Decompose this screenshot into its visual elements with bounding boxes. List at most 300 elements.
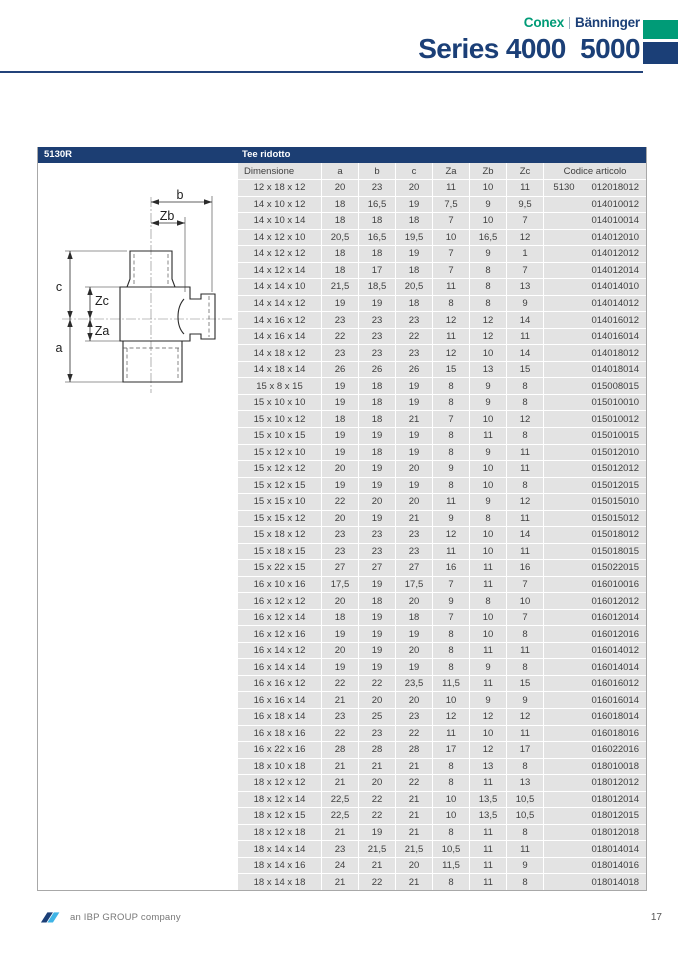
za-cell: 7 [433, 610, 469, 626]
a-cell: 19 [322, 478, 358, 494]
code-value: 018012018 [591, 826, 639, 838]
b-cell: 23 [359, 726, 395, 742]
dimension-cell: 14 x 12 x 14 [238, 263, 321, 279]
code-cell [544, 527, 646, 543]
dimension-cell: 16 x 18 x 14 [238, 709, 321, 725]
dimension-cell: 15 x 10 x 15 [238, 428, 321, 444]
dimension-cell: 18 x 12 x 14 [238, 792, 321, 808]
dimension-cell: 15 x 18 x 15 [238, 544, 321, 560]
tee-fitting-drawing [38, 175, 238, 405]
header-rule [0, 71, 643, 73]
a-cell: 23 [322, 841, 358, 857]
a-cell: 26 [322, 362, 358, 378]
c-cell: 28 [396, 742, 432, 758]
table-row [238, 197, 646, 213]
table-row [238, 312, 646, 328]
b-cell: 22 [359, 792, 395, 808]
c-cell: 19 [396, 626, 432, 642]
code-cell [544, 808, 646, 824]
c-cell: 23 [396, 312, 432, 328]
zc-cell: 11 [507, 841, 543, 857]
zc-cell: 12 [507, 411, 543, 427]
c-cell: 21 [396, 825, 432, 841]
code-value: 015008015 [591, 380, 639, 392]
c-cell: 20 [396, 461, 432, 477]
b-cell: 21 [359, 759, 395, 775]
c-cell: 20 [396, 643, 432, 659]
zc-cell: 11 [507, 726, 543, 742]
table-row [238, 494, 646, 510]
a-cell: 18 [322, 213, 358, 229]
zb-cell: 12 [470, 329, 506, 345]
code-cell [544, 494, 646, 510]
zb-cell: 10 [470, 213, 506, 229]
table-row [238, 428, 646, 444]
code-cell [544, 411, 646, 427]
zc-cell: 12 [507, 494, 543, 510]
a-cell: 23 [322, 527, 358, 543]
zc-cell: 8 [507, 626, 543, 642]
dimension-cell: 12 x 18 x 12 [238, 180, 321, 196]
code-cell [544, 626, 646, 642]
c-cell: 22 [396, 329, 432, 345]
code-value: 015015012 [591, 512, 639, 524]
a-cell: 21 [322, 775, 358, 791]
b-cell: 18 [359, 213, 395, 229]
code-cell [544, 726, 646, 742]
product-code: 5130R [44, 149, 72, 160]
code-cell [544, 478, 646, 494]
zc-cell: 12 [507, 230, 543, 246]
code-value: 015012012 [591, 463, 639, 475]
b-cell: 19 [359, 296, 395, 312]
b-cell: 20 [359, 692, 395, 708]
code-cell [544, 759, 646, 775]
table-row [238, 362, 646, 378]
c-cell: 20 [396, 593, 432, 609]
za-cell: 11 [433, 726, 469, 742]
code-value: 014018012 [591, 347, 639, 359]
zc-cell: 8 [507, 659, 543, 675]
code-value: 016012012 [591, 595, 639, 607]
a-cell: 19 [322, 296, 358, 312]
za-cell: 12 [433, 709, 469, 725]
dimension-cell: 16 x 16 x 14 [238, 692, 321, 708]
za-cell: 8 [433, 478, 469, 494]
code-value: 018014018 [591, 876, 639, 888]
code-value: 015012010 [591, 446, 639, 458]
code-value: 016016012 [591, 678, 639, 690]
table-row [238, 395, 646, 411]
code-value: 016012014 [591, 612, 639, 624]
table-row [238, 279, 646, 295]
zb-cell: 9 [470, 378, 506, 394]
code-value: 016018016 [591, 727, 639, 739]
code-value: 015010010 [591, 397, 639, 409]
zc-cell: 9 [507, 692, 543, 708]
code-cell [544, 213, 646, 229]
table-row [238, 643, 646, 659]
b-cell: 16,5 [359, 230, 395, 246]
za-cell: 11,5 [433, 676, 469, 692]
c-cell: 19 [396, 378, 432, 394]
table-row [238, 858, 646, 874]
c-cell: 22 [396, 775, 432, 791]
code-cell [544, 874, 646, 890]
c-cell: 19,5 [396, 230, 432, 246]
dimension-cell: 15 x 15 x 10 [238, 494, 321, 510]
b-cell: 22 [359, 808, 395, 824]
za-cell: 7 [433, 263, 469, 279]
dimension-cell: 16 x 18 x 16 [238, 726, 321, 742]
zc-cell: 8 [507, 478, 543, 494]
dimension-cell: 15 x 12 x 12 [238, 461, 321, 477]
table-row [238, 213, 646, 229]
zb-cell: 9 [470, 445, 506, 461]
zb-cell: 11 [470, 874, 506, 890]
dimension-cell: 16 x 10 x 16 [238, 577, 321, 593]
a-cell: 21 [322, 874, 358, 890]
za-cell: 10,5 [433, 841, 469, 857]
dimension-cell: 18 x 14 x 16 [238, 858, 321, 874]
dimension-cell: 18 x 12 x 18 [238, 825, 321, 841]
b-cell: 19 [359, 478, 395, 494]
table-row [238, 378, 646, 394]
b-cell: 19 [359, 825, 395, 841]
zc-cell: 11 [507, 180, 543, 196]
section-title-bar [38, 147, 646, 163]
code-cell [544, 445, 646, 461]
b-cell: 27 [359, 560, 395, 576]
zb-cell: 10 [470, 544, 506, 560]
zb-cell: 11 [470, 825, 506, 841]
zc-cell: 7 [507, 577, 543, 593]
b-cell: 20 [359, 775, 395, 791]
code-value: 015015010 [591, 496, 639, 508]
za-cell: 8 [433, 659, 469, 675]
code-cell [544, 329, 646, 345]
za-cell: 12 [433, 527, 469, 543]
zb-cell: 11 [470, 643, 506, 659]
c-cell: 20 [396, 858, 432, 874]
a-cell: 21,5 [322, 279, 358, 295]
b-cell: 23 [359, 329, 395, 345]
dimension-cell: 14 x 10 x 14 [238, 213, 321, 229]
code-cell [544, 362, 646, 378]
code-cell [544, 378, 646, 394]
za-cell: 9 [433, 593, 469, 609]
b-cell: 22 [359, 874, 395, 890]
a-cell: 21 [322, 825, 358, 841]
zb-cell: 11 [470, 841, 506, 857]
a-cell: 19 [322, 659, 358, 675]
za-cell: 8 [433, 626, 469, 642]
code-value: 014012012 [591, 248, 639, 260]
za-cell: 8 [433, 395, 469, 411]
za-cell: 11,5 [433, 858, 469, 874]
zb-cell: 10 [470, 345, 506, 361]
b-cell: 21,5 [359, 841, 395, 857]
zc-cell: 14 [507, 312, 543, 328]
table-row [238, 610, 646, 626]
code-value: 014010014 [591, 215, 639, 227]
zb-cell: 10 [470, 527, 506, 543]
zc-cell: 10,5 [507, 792, 543, 808]
table-row [238, 692, 646, 708]
zb-cell: 8 [470, 296, 506, 312]
za-cell: 7 [433, 577, 469, 593]
ibp-logo-icon [40, 910, 64, 924]
za-cell: 16 [433, 560, 469, 576]
za-cell: 8 [433, 428, 469, 444]
b-cell: 19 [359, 428, 395, 444]
code-value: 016012016 [591, 628, 639, 640]
za-cell: 7 [433, 213, 469, 229]
dimension-cell: 14 x 10 x 12 [238, 197, 321, 213]
code-cell [544, 428, 646, 444]
za-cell: 8 [433, 825, 469, 841]
dimension-cell: 16 x 14 x 14 [238, 659, 321, 675]
dim-label-a: a [55, 341, 63, 355]
za-cell: 8 [433, 296, 469, 312]
code-value: 018012012 [591, 777, 639, 789]
code-cell [544, 345, 646, 361]
b-cell: 19 [359, 577, 395, 593]
c-cell: 21,5 [396, 841, 432, 857]
a-cell: 18 [322, 263, 358, 279]
c-cell: 17,5 [396, 577, 432, 593]
code-cell [544, 544, 646, 560]
zc-cell: 8 [507, 874, 543, 890]
b-cell: 18 [359, 395, 395, 411]
dimension-cell: 18 x 14 x 18 [238, 874, 321, 890]
table-row [238, 593, 646, 609]
a-cell: 19 [322, 378, 358, 394]
zc-cell: 14 [507, 527, 543, 543]
dimension-cell: 15 x 8 x 15 [238, 378, 321, 394]
zc-cell: 12 [507, 709, 543, 725]
a-cell: 19 [322, 445, 358, 461]
zc-cell: 9 [507, 296, 543, 312]
col-header-zb: Zb [470, 163, 506, 179]
zc-cell: 8 [507, 428, 543, 444]
code-value: 018014016 [591, 860, 639, 872]
zc-cell: 15 [507, 676, 543, 692]
zc-cell: 10,5 [507, 808, 543, 824]
zb-cell: 13 [470, 362, 506, 378]
navy-corner-block [643, 42, 678, 64]
code-value: 014016014 [591, 331, 639, 343]
b-cell: 19 [359, 511, 395, 527]
table-row [238, 230, 646, 246]
c-cell: 18 [396, 610, 432, 626]
code-cell [544, 246, 646, 262]
a-cell: 20 [322, 593, 358, 609]
brand-divider [569, 17, 570, 29]
c-cell: 19 [396, 445, 432, 461]
company-line: an IBP GROUP company [70, 911, 181, 923]
table-row [238, 577, 646, 593]
code-cell [544, 279, 646, 295]
dimension-cell: 15 x 10 x 10 [238, 395, 321, 411]
zb-cell: 9 [470, 246, 506, 262]
code-value: 018010018 [591, 760, 639, 772]
table-row [238, 560, 646, 576]
code-cell [544, 825, 646, 841]
c-cell: 20 [396, 494, 432, 510]
a-cell: 20 [322, 461, 358, 477]
a-cell: 19 [322, 395, 358, 411]
za-cell: 11 [433, 180, 469, 196]
b-cell: 19 [359, 610, 395, 626]
b-cell: 23 [359, 345, 395, 361]
page-footer [40, 908, 662, 926]
table-row [238, 180, 646, 196]
dimension-cell: 15 x 15 x 12 [238, 511, 321, 527]
table-row [238, 263, 646, 279]
zb-cell: 8 [470, 263, 506, 279]
c-cell: 19 [396, 659, 432, 675]
za-cell: 8 [433, 643, 469, 659]
code-value: 016010016 [591, 579, 639, 591]
b-cell: 18 [359, 246, 395, 262]
b-cell: 28 [359, 742, 395, 758]
dimension-cell: 18 x 12 x 12 [238, 775, 321, 791]
zb-cell: 11 [470, 676, 506, 692]
zc-cell: 14 [507, 345, 543, 361]
zc-cell: 9,5 [507, 197, 543, 213]
za-cell: 7,5 [433, 197, 469, 213]
c-cell: 21 [396, 759, 432, 775]
a-cell: 23 [322, 312, 358, 328]
zb-cell: 12 [470, 312, 506, 328]
b-cell: 17 [359, 263, 395, 279]
za-cell: 15 [433, 362, 469, 378]
zc-cell: 7 [507, 263, 543, 279]
dimension-cell: 15 x 12 x 15 [238, 478, 321, 494]
zc-cell: 1 [507, 246, 543, 262]
table-row [238, 792, 646, 808]
code-value: 015010012 [591, 413, 639, 425]
code-cell [544, 560, 646, 576]
c-cell: 26 [396, 362, 432, 378]
table-row [238, 874, 646, 890]
c-cell: 21 [396, 411, 432, 427]
a-cell: 21 [322, 759, 358, 775]
zb-cell: 9 [470, 494, 506, 510]
c-cell: 21 [396, 792, 432, 808]
b-cell: 22 [359, 676, 395, 692]
c-cell: 19 [396, 395, 432, 411]
product-section [37, 147, 647, 891]
table-row [238, 825, 646, 841]
brand-logo [524, 15, 640, 30]
zb-cell: 12 [470, 742, 506, 758]
dimension-cell: 16 x 12 x 16 [238, 626, 321, 642]
code-value: 015012015 [591, 479, 639, 491]
series-title: Series 4000 5000 [418, 33, 640, 64]
table-row [238, 527, 646, 543]
b-cell: 19 [359, 643, 395, 659]
za-cell: 11 [433, 544, 469, 560]
za-cell: 11 [433, 329, 469, 345]
c-cell: 18 [396, 296, 432, 312]
code-cell [544, 577, 646, 593]
b-cell: 19 [359, 659, 395, 675]
code-cell [544, 593, 646, 609]
code-value: 014018014 [591, 364, 639, 376]
zb-cell: 8 [470, 593, 506, 609]
code-cell [544, 742, 646, 758]
a-cell: 18 [322, 197, 358, 213]
table-row [238, 411, 646, 427]
dim-label-b: b [176, 188, 184, 202]
c-cell: 20,5 [396, 279, 432, 295]
col-header-c: c [396, 163, 432, 179]
za-cell: 11 [433, 279, 469, 295]
b-cell: 18 [359, 411, 395, 427]
c-cell: 19 [396, 246, 432, 262]
col-header-dimensione: Dimensione [238, 163, 321, 179]
c-cell: 19 [396, 197, 432, 213]
code-cell [544, 263, 646, 279]
dimension-cell: 14 x 18 x 14 [238, 362, 321, 378]
dim-label-za: Za [94, 324, 110, 338]
b-cell: 19 [359, 626, 395, 642]
table-row [238, 478, 646, 494]
za-cell: 8 [433, 378, 469, 394]
code-cell [544, 610, 646, 626]
zb-cell: 16,5 [470, 230, 506, 246]
dimension-cell: 18 x 12 x 15 [238, 808, 321, 824]
a-cell: 18 [322, 610, 358, 626]
dimension-cell: 14 x 12 x 12 [238, 246, 321, 262]
a-cell: 18 [322, 411, 358, 427]
brand-conex: Conex [523, 15, 565, 30]
zb-cell: 9 [470, 692, 506, 708]
c-cell: 23 [396, 527, 432, 543]
a-cell: 21 [322, 692, 358, 708]
code-cell [544, 841, 646, 857]
zb-cell: 10 [470, 726, 506, 742]
code-cell [544, 775, 646, 791]
zb-cell: 11 [470, 577, 506, 593]
zc-cell: 8 [507, 759, 543, 775]
b-cell: 18 [359, 378, 395, 394]
col-header-za: Za [433, 163, 469, 179]
dimension-cell: 18 x 10 x 18 [238, 759, 321, 775]
c-cell: 21 [396, 874, 432, 890]
c-cell: 22 [396, 726, 432, 742]
code-cell [544, 511, 646, 527]
code-cell [544, 709, 646, 725]
za-cell: 10 [433, 692, 469, 708]
za-cell: 11 [433, 494, 469, 510]
zc-cell: 13 [507, 775, 543, 791]
zb-cell: 8 [470, 279, 506, 295]
table-row [238, 709, 646, 725]
b-cell: 18 [359, 593, 395, 609]
zc-cell: 8 [507, 378, 543, 394]
c-cell: 23 [396, 345, 432, 361]
c-cell: 19 [396, 428, 432, 444]
dimension-cell: 16 x 16 x 12 [238, 676, 321, 692]
code-cell [544, 659, 646, 675]
dimension-cell: 16 x 12 x 14 [238, 610, 321, 626]
zc-cell: 7 [507, 610, 543, 626]
table-row [238, 246, 646, 262]
c-cell: 23 [396, 709, 432, 725]
